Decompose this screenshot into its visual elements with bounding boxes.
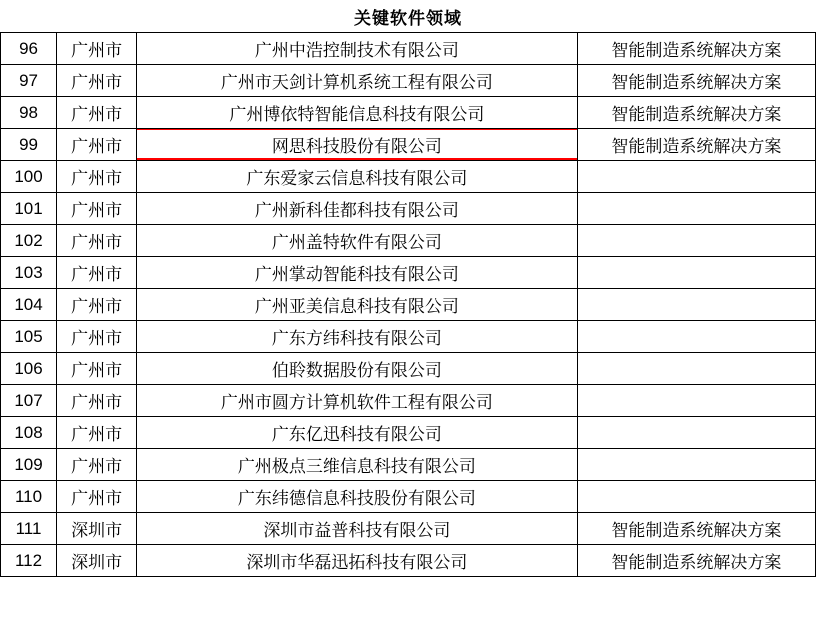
table-row (1, 513, 816, 545)
row-city-cell: 广州市 (57, 417, 137, 449)
row-city-cell: 深圳市 (57, 545, 137, 577)
row-field-cell (577, 353, 815, 385)
row-field-cell (577, 417, 815, 449)
table-row (1, 385, 816, 417)
table-title-row (0, 0, 816, 32)
row-city-cell: 广州市 (57, 65, 137, 97)
row-field-cell (577, 193, 815, 225)
row-city-cell: 广州市 (57, 33, 137, 65)
row-city-cell: 广州市 (57, 161, 137, 193)
row-field-cell: 智能制造系统解决方案 (577, 129, 815, 161)
row-company-name-cell: 广州博依特智能信息科技有限公司 (137, 97, 578, 129)
row-index-cell: 111 (1, 513, 57, 545)
row-field-cell (577, 289, 815, 321)
row-field-cell: 智能制造系统解决方案 (577, 33, 815, 65)
row-index-cell: 100 (1, 161, 57, 193)
row-company-name-cell: 广州掌动智能科技有限公司 (137, 257, 578, 289)
row-city-cell: 广州市 (57, 129, 137, 161)
row-company-name-cell: 广州市圆方计算机软件工程有限公司 (137, 385, 578, 417)
row-field-cell (577, 449, 815, 481)
row-index-cell: 105 (1, 321, 57, 353)
row-city-cell: 广州市 (57, 481, 137, 513)
row-field-cell: 智能制造系统解决方案 (577, 545, 815, 577)
row-city-cell: 深圳市 (57, 513, 137, 545)
row-field-cell (577, 225, 815, 257)
company-rows-table (0, 32, 816, 577)
row-company-name-cell: 广州中浩控制技术有限公司 (137, 33, 578, 65)
table-row (1, 449, 816, 481)
row-city-cell: 广州市 (57, 193, 137, 225)
row-index-cell: 109 (1, 449, 57, 481)
row-company-name-cell: 广州新科佳都科技有限公司 (137, 193, 578, 225)
row-company-name-cell: 广州盖特软件有限公司 (137, 225, 578, 257)
table-row (1, 65, 816, 97)
row-field-cell (577, 321, 815, 353)
row-company-name-cell: 广东方纬科技有限公司 (137, 321, 578, 353)
table-row (1, 97, 816, 129)
row-index-cell: 101 (1, 193, 57, 225)
row-field-cell (577, 257, 815, 289)
row-company-name-cell: 网思科技股份有限公司 (137, 129, 578, 161)
table-row (1, 353, 816, 385)
row-index-cell: 96 (1, 33, 57, 65)
row-index-cell: 110 (1, 481, 57, 513)
table-row (1, 225, 816, 257)
row-city-cell: 广州市 (57, 97, 137, 129)
row-field-cell: 智能制造系统解决方案 (577, 97, 815, 129)
table-row (1, 33, 816, 65)
row-field-cell: 智能制造系统解决方案 (577, 65, 815, 97)
row-index-cell: 104 (1, 289, 57, 321)
table-row (1, 161, 816, 193)
row-company-name-cell: 广东纬德信息科技股份有限公司 (137, 481, 578, 513)
table-row (1, 257, 816, 289)
highlight-box (137, 129, 578, 161)
table-row (1, 321, 816, 353)
table-row (1, 289, 816, 321)
row-index-cell: 107 (1, 385, 57, 417)
row-city-cell: 广州市 (57, 353, 137, 385)
row-field-cell (577, 385, 815, 417)
row-index-cell: 98 (1, 97, 57, 129)
row-city-cell: 广州市 (57, 385, 137, 417)
row-index-cell: 97 (1, 65, 57, 97)
row-city-cell: 广州市 (57, 449, 137, 481)
row-city-cell: 广州市 (57, 289, 137, 321)
company-list-table (0, 0, 816, 32)
row-company-name-cell: 广东爱家云信息科技有限公司 (137, 161, 578, 193)
row-field-cell: 智能制造系统解决方案 (577, 513, 815, 545)
table-row (1, 481, 816, 513)
table-row (1, 129, 816, 161)
row-company-name-cell: 深圳市益普科技有限公司 (137, 513, 578, 545)
row-field-cell (577, 161, 815, 193)
row-company-name-cell: 广州极点三维信息科技有限公司 (137, 449, 578, 481)
row-company-name-cell: 深圳市华磊迅拓科技有限公司 (137, 545, 578, 577)
table-row (1, 193, 816, 225)
table-body (0, 0, 816, 32)
row-city-cell: 广州市 (57, 257, 137, 289)
row-index-cell: 103 (1, 257, 57, 289)
row-company-name-cell: 广州亚美信息科技有限公司 (137, 289, 578, 321)
rows-body (1, 33, 816, 577)
row-company-name-cell: 广东亿迅科技有限公司 (137, 417, 578, 449)
row-index-cell: 99 (1, 129, 57, 161)
row-index-cell: 102 (1, 225, 57, 257)
table-row (1, 545, 816, 577)
row-index-cell: 112 (1, 545, 57, 577)
page-title: 关键软件领域 (354, 8, 462, 28)
row-city-cell: 广州市 (57, 225, 137, 257)
row-index-cell: 106 (1, 353, 57, 385)
row-field-cell (577, 481, 815, 513)
row-index-cell: 108 (1, 417, 57, 449)
table-row (1, 417, 816, 449)
row-city-cell: 广州市 (57, 321, 137, 353)
row-company-name-cell: 广州市天剑计算机系统工程有限公司 (137, 65, 578, 97)
row-company-name-cell: 伯聆数据股份有限公司 (137, 353, 578, 385)
